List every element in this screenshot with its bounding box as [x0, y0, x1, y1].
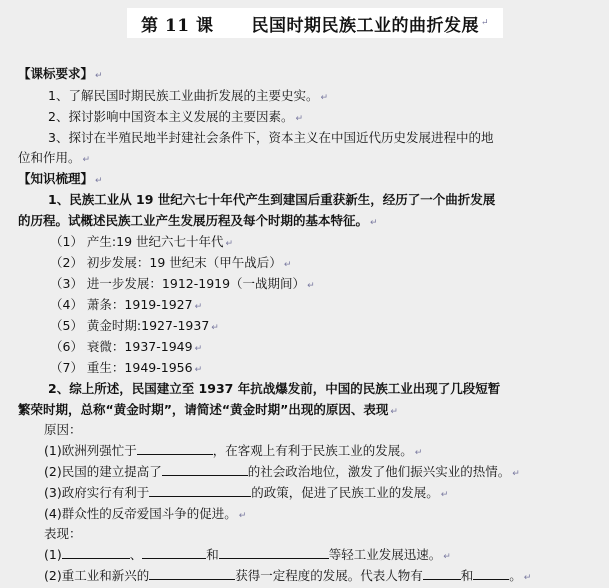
- performance-item: (2)重工业和新兴的 获得一定程度的发展。代表人物有 和 。 ↵: [44, 568, 532, 583]
- stage-item: （7） 重生：1949-1956 ↵: [50, 360, 203, 375]
- fill-blank[interactable]: [62, 545, 130, 559]
- curriculum-item: 2、探讨影响中国资本主义发展的主要因素。 ↵: [48, 109, 304, 124]
- performance-item: (1) 、 和 等轻工业发展迅速。 ↵: [44, 547, 451, 562]
- curriculum-item: 3、探讨在半殖民地半封建社会条件下，资本主义在中国近代历史发展进程中的地: [48, 130, 494, 145]
- fill-blank[interactable]: [423, 566, 461, 580]
- fill-blank[interactable]: [473, 566, 509, 580]
- reasons-label: 原因：: [44, 422, 82, 437]
- lesson-number: 第 11 课: [140, 15, 214, 36]
- fill-blank[interactable]: [162, 462, 248, 476]
- paragraph-mark: ↵: [480, 18, 490, 28]
- curriculum-item-continued: 位和作用。 ↵: [18, 150, 91, 165]
- question-2-continued: 繁荣时期，总称“黄金时期”，请简述“黄金时期”出现的原因、表现 ↵: [18, 402, 398, 417]
- curriculum-item: 1、了解民国时期民族工业曲折发展的主要史实。 ↵: [48, 88, 329, 103]
- question-1: 1、民族工业从 19 世纪六七十年代产生到建国后重获新生，经历了一个曲折发展: [48, 192, 496, 207]
- stage-item: （5） 黄金时期:1927-1937 ↵: [50, 318, 219, 333]
- stage-item: （6） 衰微：1937-1949 ↵: [50, 339, 203, 354]
- reason-item: (4)群众性的反帝爱国斗争的促进。 ↵: [44, 506, 247, 521]
- performance-label: 表现：: [44, 526, 82, 541]
- lesson-name: 民国时期民族工业的曲折发展: [251, 15, 479, 36]
- fill-blank[interactable]: [149, 566, 235, 580]
- stage-item: （4） 萧条：1919-1927 ↵: [50, 297, 203, 312]
- reason-item: (2)民国的建立提高了 的社会政治地位，激发了他们振兴实业的热情。 ↵: [44, 464, 520, 479]
- stage-item: （3） 进一步发展：1912-1919（一战期间） ↵: [50, 276, 315, 291]
- fill-blank[interactable]: [137, 441, 213, 455]
- question-2: 2、综上所述，民国建立至 1937 年抗战爆发前，中国的民族工业出现了几段短暂: [48, 381, 501, 396]
- reason-item: (1)欧洲列强忙于 ，在客观上有利于民族工业的发展。 ↵: [44, 443, 423, 458]
- knowledge-heading: 【知识梳理】 ↵: [18, 171, 103, 186]
- fill-blank[interactable]: [149, 483, 251, 497]
- stage-item: （2） 初步发展：19 世纪末（甲午战后） ↵: [50, 255, 292, 270]
- lesson-title: [127, 8, 503, 38]
- fill-blank[interactable]: [142, 545, 206, 559]
- fill-blank[interactable]: [219, 545, 329, 559]
- curriculum-heading: 【课标要求】 ↵: [18, 66, 103, 81]
- reason-item: (3)政府实行有利于 的政策，促进了民族工业的发展。 ↵: [44, 485, 449, 500]
- question-1-continued: 的历程。试概述民族工业产生发展历程及每个时期的基本特征。 ↵: [18, 213, 378, 228]
- stage-item: （1） 产生:19 世纪六七十年代 ↵: [50, 234, 234, 249]
